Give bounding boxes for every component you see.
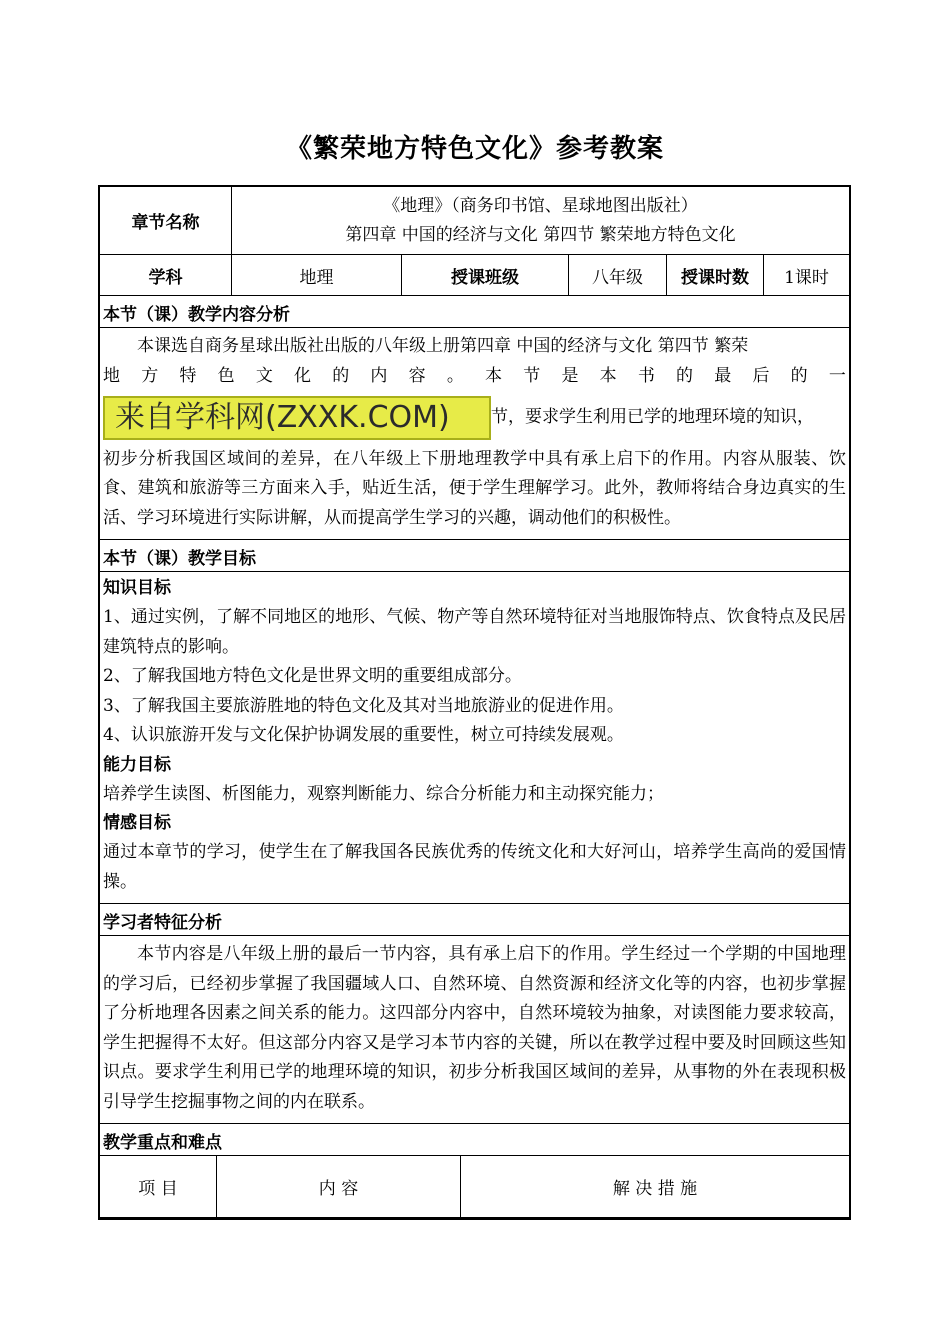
spread-char: 特 bbox=[179, 365, 197, 386]
knowledge-item: 2、了解我国地方特色文化是世界文明的重要组成部分。 bbox=[103, 666, 522, 686]
subject-label: 学科 bbox=[148, 267, 183, 288]
learner-body bbox=[100, 936, 849, 1123]
chapter-row bbox=[100, 187, 849, 254]
info-row bbox=[100, 254, 849, 295]
col-measures: 解 决 措 施 bbox=[460, 1156, 849, 1217]
knowledge-item: 4、认识旅游开发与文化保护协调发展的重要性，树立可持续发展观。 bbox=[103, 725, 624, 745]
spread-char: 地 bbox=[103, 365, 120, 386]
content-analysis-body-row bbox=[100, 327, 849, 539]
knowledge-heading: 知识目标 bbox=[103, 578, 171, 598]
learner-heading: 学习者特征分析 bbox=[103, 913, 222, 933]
spread-char: 一 bbox=[828, 365, 846, 386]
chapter-value bbox=[231, 187, 849, 254]
spread-char: 本 bbox=[485, 365, 503, 386]
content-analysis-heading-row bbox=[100, 295, 849, 327]
key-points-heading: 教学重点和难点 bbox=[103, 1133, 222, 1153]
objectives-heading-row bbox=[100, 539, 849, 571]
learner-heading-row bbox=[100, 903, 849, 935]
spread-char: 内 bbox=[370, 365, 388, 386]
hours-value: 1课时 bbox=[763, 255, 849, 295]
content-analysis-rest: 初步分析我国区域间的差异，在八年级上下册地理教学中具有承上启下的作用。内容从服装、饮食、建筑和旅游等三方面来入手，贴近生活，便于学生理解学习。此外，教师将结合身边真实的生活、学习环境进行实际讲解，从而提高学生学习的兴趣，调动他们的积极性。 bbox=[103, 448, 846, 528]
key-points-header-row bbox=[100, 1155, 849, 1217]
ability-heading: 能力目标 bbox=[103, 754, 171, 775]
class-value: 八年级 bbox=[568, 255, 666, 295]
objectives-body bbox=[100, 572, 849, 903]
subject-value: 地理 bbox=[231, 255, 401, 295]
chapter-label: 章节名称 bbox=[131, 213, 200, 233]
objectives-body-row bbox=[100, 571, 849, 903]
chapter-book: 《地理》（商务印书馆、星球地图出版社） bbox=[383, 195, 698, 216]
spread-char: 文 bbox=[255, 365, 273, 386]
content-analysis-line-3: 节，要求学生利用已学的地理环境的知识， bbox=[491, 406, 814, 427]
spread-char: 。 bbox=[446, 365, 464, 386]
spread-char: 的 bbox=[332, 365, 350, 386]
learner-body-row bbox=[100, 935, 849, 1123]
watermark-line bbox=[103, 395, 846, 441]
emotion-heading: 情感目标 bbox=[103, 813, 171, 833]
page-title: 《繁荣地方特色文化》参考教案 bbox=[285, 134, 664, 164]
ability-text: 培养学生读图、析图能力，观察判断能力、综合分析能力和主动探究能力； bbox=[103, 783, 664, 804]
knowledge-item: 1、通过实例，了解不同地区的地形、气候、物产等自然环境特征对当地服饰特点、饮食特点及民居建筑特点的影响。 bbox=[103, 607, 846, 657]
zxxk-watermark-logo: 来自学科网(ZXXK.COM) bbox=[103, 396, 491, 440]
key-points-heading-row bbox=[100, 1123, 849, 1155]
spread-char: 色 bbox=[217, 365, 235, 386]
knowledge-item: 3、了解我国主要旅游胜地的特色文化及其对当地旅游业的促进作用。 bbox=[103, 695, 624, 716]
spread-char: 的 bbox=[790, 365, 808, 386]
hours-label: 授课时数 bbox=[666, 255, 763, 295]
spread-char: 是 bbox=[561, 365, 579, 386]
chapter-section: 第四章 中国的经济与文化 第四节 繁荣地方特色文化 bbox=[345, 224, 736, 245]
spread-char: 方 bbox=[141, 365, 159, 386]
spread-char: 化 bbox=[294, 365, 312, 386]
emotion-text: 通过本章节的学习，使学生在了解我国各民族优秀的传统文化和大好河山，培养学生高尚的爱国情操。 bbox=[103, 842, 846, 892]
content-analysis-line-1: 本课选自商务星球出版社出版的八年级上册第四章 中国的经济与文化 第四节 繁荣 bbox=[137, 336, 749, 356]
content-analysis-line-2 bbox=[103, 362, 846, 391]
spread-char: 最 bbox=[714, 365, 732, 386]
learner-text: 本节内容是八年级上册的最后一节内容，具有承上启下的作用。学生经过一个学期的中国地理的学习后，已经初步掌握了我国疆域人口、自然环境、自然资源和经济文化等的内容，也初步掌握了分析地理各因素之间关系的能力。这四部分内容中，自然环境较为抽象，对读图能力要求较高，学生把握得不太好。但这部分内容又是学习本节内容的关键，所以在教学过程中要及时回顾这些知识点。要求学生利用已学的地理环境的知识，初步分析我国区域间的差异，从事物的外在表现积极引导学生挖掘事物之间的内在联系。 bbox=[103, 944, 846, 1112]
objectives-heading: 本节（课）教学目标 bbox=[103, 549, 256, 569]
class-label: 授课班级 bbox=[401, 255, 568, 295]
spread-char: 书 bbox=[637, 365, 655, 386]
col-item: 项 目 bbox=[138, 1179, 178, 1199]
spread-char: 容 bbox=[408, 365, 426, 386]
content-analysis-body bbox=[100, 328, 849, 539]
col-content: 内 容 bbox=[216, 1156, 460, 1217]
spread-char: 节 bbox=[523, 365, 541, 386]
content-analysis-heading: 本节（课）教学内容分析 bbox=[103, 305, 290, 325]
spread-char: 本 bbox=[599, 365, 617, 386]
spread-char: 的 bbox=[676, 365, 694, 386]
lesson-plan-table bbox=[98, 185, 851, 1220]
spread-char: 后 bbox=[752, 365, 770, 386]
